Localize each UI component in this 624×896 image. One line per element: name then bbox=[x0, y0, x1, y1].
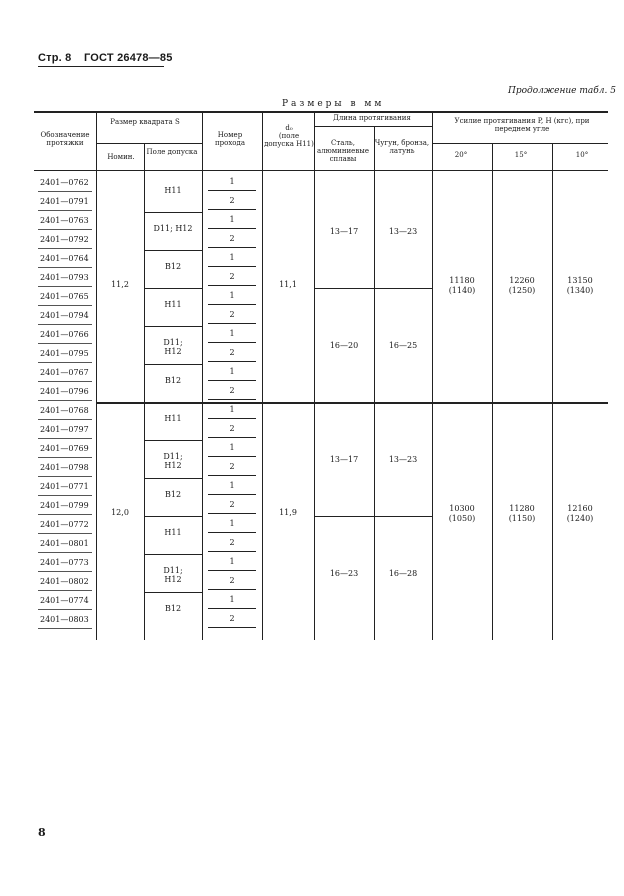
tolerance-cell: B12 bbox=[164, 604, 182, 613]
pass-rule bbox=[208, 475, 256, 476]
tolerance-divider bbox=[144, 554, 202, 555]
d0-symbol: d₀ bbox=[285, 124, 293, 132]
castiron-length-cell: 16—28 bbox=[388, 569, 418, 578]
designation-cell: 2401—0768 bbox=[40, 406, 89, 415]
tolerance-divider bbox=[144, 288, 202, 289]
d0-cell: 11,1 bbox=[279, 280, 297, 289]
pass-rule bbox=[208, 456, 256, 457]
pass-rule bbox=[208, 247, 256, 248]
pass-rule bbox=[208, 627, 256, 628]
pass-number-cell: 2 bbox=[229, 614, 235, 623]
length-divider bbox=[314, 288, 432, 289]
designation-cell: 2401—0802 bbox=[40, 577, 89, 586]
designation-underline bbox=[38, 495, 92, 496]
designation-underline bbox=[38, 609, 92, 610]
header-bottom-rule bbox=[34, 170, 608, 171]
designation-underline bbox=[38, 533, 92, 534]
nominal-size-cell: 12,0 bbox=[111, 508, 129, 517]
pass-rule bbox=[208, 418, 256, 419]
tolerance-divider bbox=[144, 478, 202, 479]
designation-underline bbox=[38, 362, 92, 363]
standard-number: ГОСТ 26478—85 bbox=[84, 52, 173, 64]
nominal-size-cell: 11,2 bbox=[111, 280, 129, 289]
col-divider-9 bbox=[552, 143, 553, 640]
pass-rule bbox=[208, 266, 256, 267]
col-d0-header bbox=[264, 124, 314, 148]
pass-rule bbox=[208, 551, 256, 552]
pass-number-cell: 2 bbox=[229, 272, 235, 281]
col-divider-8 bbox=[492, 143, 493, 640]
tolerance-cell: B12 bbox=[164, 262, 182, 271]
pass-rule bbox=[208, 608, 256, 609]
designation-underline bbox=[38, 419, 92, 420]
castiron-length-cell: 16—25 bbox=[388, 341, 418, 350]
steel-length-cell: 16—20 bbox=[329, 341, 359, 350]
designation-underline bbox=[38, 324, 92, 325]
col-nominal-header: Номин. bbox=[107, 153, 135, 161]
designation-underline bbox=[38, 305, 92, 306]
tolerance-cell: H11 bbox=[164, 300, 182, 309]
steel-length-cell: 13—17 bbox=[329, 455, 359, 464]
designation-underline bbox=[38, 248, 92, 249]
designation-underline bbox=[38, 191, 92, 192]
pass-rule bbox=[208, 209, 256, 210]
group-divider bbox=[96, 402, 608, 404]
tolerance-cell: H11 bbox=[164, 186, 182, 195]
page-number: 8 bbox=[38, 826, 46, 839]
designation-underline bbox=[38, 267, 92, 268]
tolerance-cell: D11; H12 bbox=[153, 224, 193, 233]
steel-length-cell: 16—23 bbox=[329, 569, 359, 578]
castiron-length-cell: 13—23 bbox=[388, 227, 418, 236]
designation-underline bbox=[38, 628, 92, 629]
d0-note: (поле допуска H11) bbox=[264, 132, 314, 148]
tolerance-cell: D11; H12 bbox=[163, 452, 183, 470]
force-10-cell: 13150 (1340) bbox=[566, 276, 594, 295]
designation-underline bbox=[38, 571, 92, 572]
col-divider-7 bbox=[432, 111, 433, 640]
designation-cell: 2401—0763 bbox=[40, 216, 89, 225]
pass-number-cell: 2 bbox=[229, 348, 235, 357]
table-top-rule bbox=[34, 111, 608, 113]
designation-cell: 2401—0798 bbox=[40, 463, 89, 472]
col-castiron-header: Чугун, бронза, латунь bbox=[374, 139, 430, 155]
pass-number-cell: 1 bbox=[229, 519, 235, 528]
col-designation-header: Обозначение протяжки bbox=[40, 131, 90, 147]
designation-cell: 2401—0793 bbox=[40, 273, 89, 282]
pass-number-cell: 1 bbox=[229, 557, 235, 566]
pass-rule bbox=[208, 513, 256, 514]
pass-rule bbox=[208, 399, 256, 400]
castiron-length-cell: 13—23 bbox=[388, 455, 418, 464]
pass-rule bbox=[208, 323, 256, 324]
designation-cell: 2401—0795 bbox=[40, 349, 89, 358]
tolerance-divider bbox=[144, 516, 202, 517]
tolerance-divider bbox=[144, 212, 202, 213]
pass-number-cell: 1 bbox=[229, 595, 235, 604]
col-tolerance-header: Поле допуска bbox=[146, 148, 198, 156]
pass-number-cell: 1 bbox=[229, 481, 235, 490]
pass-number-cell: 2 bbox=[229, 386, 235, 395]
col-square-size-header: Размер квадрата S bbox=[110, 118, 180, 126]
pass-number-cell: 1 bbox=[229, 443, 235, 452]
designation-cell: 2401—0796 bbox=[40, 387, 89, 396]
designation-underline bbox=[38, 210, 92, 211]
tolerance-cell: H11 bbox=[164, 528, 182, 537]
pass-rule bbox=[208, 532, 256, 533]
square-size-subrule bbox=[96, 143, 202, 144]
units-label: Размеры в мм bbox=[282, 99, 385, 109]
designation-cell: 2401—0772 bbox=[40, 520, 89, 529]
tolerance-cell: D11; H12 bbox=[163, 566, 183, 584]
designation-cell: 2401—0769 bbox=[40, 444, 89, 453]
designation-underline bbox=[38, 457, 92, 458]
designation-cell: 2401—0801 bbox=[40, 539, 89, 548]
col-force-header: Усилие протягивания P, Н (кгс), при переднем угле bbox=[454, 117, 590, 133]
designation-underline bbox=[38, 514, 92, 515]
designation-cell: 2401—0771 bbox=[40, 482, 89, 491]
designation-underline bbox=[38, 343, 92, 344]
pass-rule bbox=[208, 228, 256, 229]
col-divider-4 bbox=[262, 111, 263, 640]
tolerance-divider bbox=[144, 592, 202, 593]
pass-rule bbox=[208, 304, 256, 305]
col-force-20-header: 20° bbox=[454, 151, 468, 159]
force-10-cell: 12160 (1240) bbox=[566, 504, 594, 523]
pass-rule bbox=[208, 494, 256, 495]
tolerance-cell: D11; H12 bbox=[163, 338, 183, 356]
pass-number-cell: 1 bbox=[229, 215, 235, 224]
designation-underline bbox=[38, 590, 92, 591]
col-steel-header: Сталь, алюминиевые сплавы bbox=[317, 139, 369, 163]
pass-number-cell: 1 bbox=[229, 253, 235, 262]
designation-cell: 2401—0767 bbox=[40, 368, 89, 377]
pass-number-cell: 2 bbox=[229, 462, 235, 471]
pass-number-cell: 1 bbox=[229, 329, 235, 338]
designation-cell: 2401—0797 bbox=[40, 425, 89, 434]
designation-cell: 2401—0765 bbox=[40, 292, 89, 301]
col-divider-5 bbox=[314, 111, 315, 640]
tolerance-divider bbox=[144, 440, 202, 441]
continuation-note: Продолжение табл. 5 bbox=[508, 86, 616, 96]
designation-cell: 2401—0766 bbox=[40, 330, 89, 339]
col-divider-6 bbox=[374, 126, 375, 640]
pass-rule bbox=[208, 570, 256, 571]
pass-rule bbox=[208, 380, 256, 381]
designation-cell: 2401—0799 bbox=[40, 501, 89, 510]
designation-underline bbox=[38, 286, 92, 287]
pass-number-cell: 2 bbox=[229, 538, 235, 547]
force-15-cell: 12260 (1250) bbox=[508, 276, 536, 295]
length-subrule bbox=[314, 126, 432, 127]
tolerance-divider bbox=[144, 326, 202, 327]
force-subrule bbox=[432, 143, 608, 144]
pass-number-cell: 2 bbox=[229, 576, 235, 585]
pass-rule bbox=[208, 342, 256, 343]
tolerance-cell: B12 bbox=[164, 376, 182, 385]
force-15-cell: 11280 (1150) bbox=[508, 504, 536, 523]
designation-cell: 2401—0794 bbox=[40, 311, 89, 320]
designation-underline bbox=[38, 381, 92, 382]
pass-number-cell: 2 bbox=[229, 424, 235, 433]
designation-cell: 2401—0803 bbox=[40, 615, 89, 624]
col-pass-header: Номер прохода bbox=[214, 131, 245, 147]
pass-number-cell: 2 bbox=[229, 310, 235, 319]
page-label: Стр. 8 bbox=[38, 52, 72, 64]
pass-number-cell: 2 bbox=[229, 234, 235, 243]
pass-number-cell: 2 bbox=[229, 196, 235, 205]
designation-underline bbox=[38, 229, 92, 230]
length-divider bbox=[314, 516, 432, 517]
designation-cell: 2401—0791 bbox=[40, 197, 89, 206]
steel-length-cell: 13—17 bbox=[329, 227, 359, 236]
pass-rule bbox=[208, 437, 256, 438]
designation-underline bbox=[38, 552, 92, 553]
col-force-15-header: 15° bbox=[514, 151, 528, 159]
col-force-10-header: 10° bbox=[575, 151, 589, 159]
pass-rule bbox=[208, 361, 256, 362]
pass-number-cell: 1 bbox=[229, 367, 235, 376]
designation-cell: 2401—0773 bbox=[40, 558, 89, 567]
designation-underline bbox=[38, 438, 92, 439]
pass-number-cell: 1 bbox=[229, 405, 235, 414]
tolerance-divider bbox=[144, 250, 202, 251]
designation-cell: 2401—0762 bbox=[40, 178, 89, 187]
designation-cell: 2401—0792 bbox=[40, 235, 89, 244]
pass-number-cell: 1 bbox=[229, 177, 235, 186]
designation-cell: 2401—0764 bbox=[40, 254, 89, 263]
col-length-header: Длина протягивания bbox=[333, 114, 411, 122]
pass-rule bbox=[208, 285, 256, 286]
tolerance-cell: H11 bbox=[164, 414, 182, 423]
designation-cell: 2401—0774 bbox=[40, 596, 89, 605]
force-20-cell: 11180 (1140) bbox=[448, 276, 476, 295]
pass-number-cell: 1 bbox=[229, 291, 235, 300]
col-divider-1 bbox=[96, 111, 97, 640]
d0-cell: 11,9 bbox=[279, 508, 297, 517]
pass-rule bbox=[208, 190, 256, 191]
tolerance-divider bbox=[144, 364, 202, 365]
tolerance-cell: B12 bbox=[164, 490, 182, 499]
designation-underline bbox=[38, 476, 92, 477]
pass-rule bbox=[208, 589, 256, 590]
pass-number-cell: 2 bbox=[229, 500, 235, 509]
force-20-cell: 10300 (1050) bbox=[448, 504, 476, 523]
designation-underline bbox=[38, 400, 92, 401]
